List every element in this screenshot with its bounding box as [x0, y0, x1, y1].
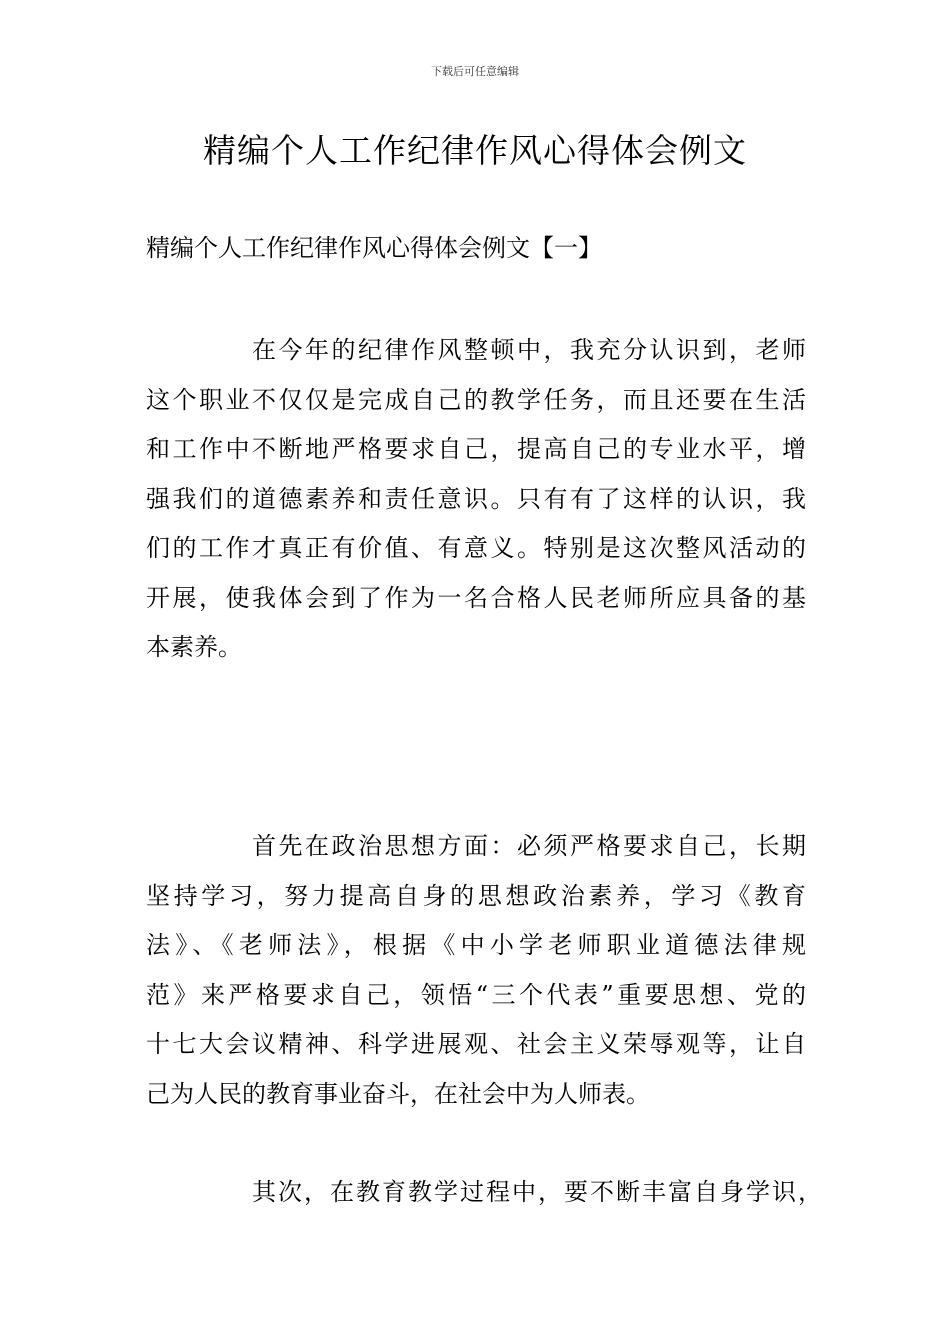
paragraph-line: 强我们的道德素养和责任意识。只有有了这样的认识，我 [146, 484, 806, 513]
paragraph-line: 其次，在教育教学过程中，要不断丰富自身学识， [252, 1178, 822, 1206]
paragraph-2 [146, 822, 806, 1119]
paragraph-line: 首先在政治思想方面：必须严格要求自己，长期 [252, 832, 806, 860]
section-heading: 精编个人工作纪律作风心得体会例文【一】 [146, 234, 602, 262]
page-header-note: 下载后可任意编辑 [431, 65, 519, 78]
paragraph-line: 范》来严格要求自己，领悟“三个代表”重要思想、党的 [146, 980, 806, 1009]
paragraph-line: 这个职业不仅仅是完成自己的教学任务，而且还要在生活 [146, 385, 806, 414]
paragraph-line: 坚持学习，努力提高自身的思想政治素养，学习《教育 [146, 881, 806, 910]
paragraph-line: 开展，使我体会到了作为一名合格人民老师所应具备的基 [146, 583, 806, 612]
paragraph-line: 们的工作才真正有价值、有意义。特别是这次整风活动的 [146, 534, 806, 562]
paragraph-line: 本素养。 [146, 633, 242, 661]
paragraph-line: 法》、《老师法》，根据《中小学老师职业道德法律规 [146, 931, 806, 959]
paragraph-line: 和工作中不断地严格要求自己，提高自己的专业水平，增 [146, 435, 806, 463]
paragraph-1 [146, 326, 806, 673]
paragraph-3 [146, 1168, 822, 1218]
paragraph-line: 在今年的纪律作风整顿中，我充分认识到，老师 [252, 336, 806, 364]
document-title: 精编个人工作纪律作风心得体会例文 [203, 131, 747, 170]
paragraph-line: 十七大会议精神、科学进展观、社会主义荣辱观等，让自 [146, 1030, 806, 1058]
paragraph-line: 己为人民的教育事业奋斗，在社会中为人师表。 [146, 1079, 650, 1108]
